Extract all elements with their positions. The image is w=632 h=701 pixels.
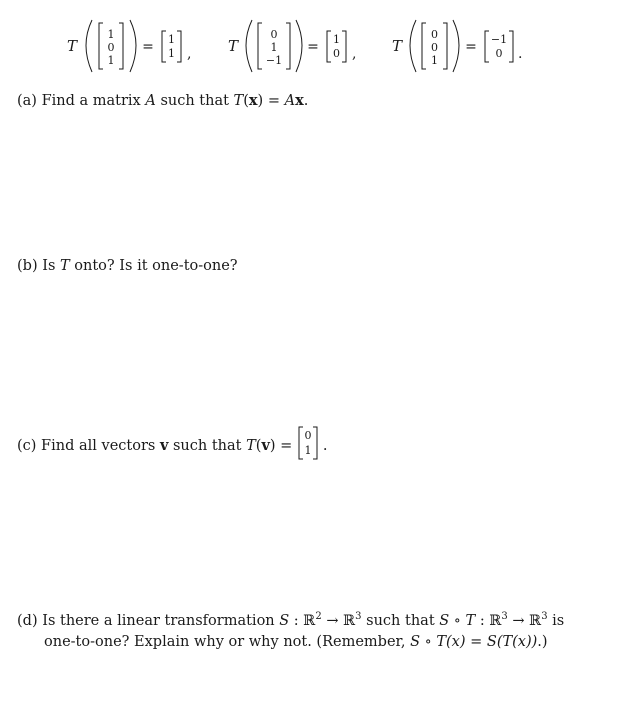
problem-c-equation: T(v) = xyxy=(246,437,293,454)
problem-a-var-a: A xyxy=(145,93,156,109)
problem-d xyxy=(17,606,564,653)
eq1-func: T xyxy=(67,37,78,55)
eq2-close-paren xyxy=(296,20,302,72)
problem-d-line-2-expr: S ∘ T(x) = S(T(x)) xyxy=(410,633,538,650)
problem-c-text-2: such that xyxy=(172,438,242,454)
eq2-func: T xyxy=(228,37,239,55)
problem-b-text-2: onto? Is it one-to-one? xyxy=(74,258,238,274)
eq2-out-bracket-right xyxy=(342,31,346,62)
equation-1 xyxy=(67,20,191,72)
problem-a-label: (a) xyxy=(17,93,37,109)
problem-c xyxy=(17,431,328,461)
problem-d-line-2: one-to-one? Explain why or why not. (Remember, S ∘ T(x) = S(T(x)).) xyxy=(44,633,548,650)
eq1-out-bracket-left xyxy=(162,31,166,62)
eq3-sep: . xyxy=(518,46,523,62)
problem-d-text-2: such that xyxy=(366,612,435,629)
eq3-in-bracket-left xyxy=(422,23,426,69)
problem-a xyxy=(17,91,308,111)
problem-d-line-2-text: one-to-one? Explain why or why not. (Remember, xyxy=(44,633,406,650)
eq3-open-paren xyxy=(410,20,416,72)
eq1-in-2: 0 xyxy=(107,41,115,54)
eq2-equals: = xyxy=(307,39,319,55)
eq3-out-bracket-right xyxy=(509,31,513,62)
eq3-out-1: −1 xyxy=(490,33,508,46)
eq1-close-paren xyxy=(130,20,136,72)
eq1-equals: = xyxy=(142,39,154,55)
top-equations xyxy=(0,0,632,90)
problem-d-label: (d) xyxy=(17,612,38,629)
problem-c-vector xyxy=(297,425,323,461)
problem-d-text-1: Is there a linear transformation xyxy=(42,612,275,629)
eq3-out-bracket-left xyxy=(485,31,489,62)
eq2-in-2: 1 xyxy=(270,41,278,54)
eq1-in-1: 1 xyxy=(107,28,115,41)
vector-bracket-left xyxy=(299,427,303,459)
eq1-open-paren xyxy=(86,20,92,72)
problem-d-line-1: (d) Is there a linear transformation S : ℝ$^2$ → ℝ$^3$ such that S ∘ T : ℝ$^3$ → ℝ$^3$ is xyxy=(17,611,565,629)
eq3-equals: = xyxy=(465,39,477,55)
eq2-in-1: 0 xyxy=(270,28,278,41)
eq2-in-3: −1 xyxy=(265,54,283,67)
eq2-out-2: 0 xyxy=(333,47,340,60)
problem-a-text-1: Find a matrix xyxy=(41,93,141,109)
eq1-out-1: 1 xyxy=(168,33,175,46)
eq2-in-bracket-right xyxy=(286,23,290,69)
eq3-in-3: 1 xyxy=(431,54,438,67)
eq2-open-paren xyxy=(246,20,252,72)
eq1-sep: , xyxy=(187,46,192,62)
eq3-in-2: 0 xyxy=(431,41,438,54)
eq3-in-1: 0 xyxy=(431,28,438,41)
equation-2 xyxy=(228,20,356,72)
problem-b-text-1: Is xyxy=(42,258,56,274)
problem-c-var-v: v xyxy=(159,437,169,454)
eq1-out-bracket-right xyxy=(177,31,181,62)
problem-b-var-t: T xyxy=(60,258,70,274)
vector-entry-1: 0 xyxy=(304,429,312,442)
problem-d-compose: S ∘ T xyxy=(439,612,476,629)
problem-b xyxy=(17,256,238,276)
problem-c-label: (c) xyxy=(17,438,37,454)
problem-d-domain: ℝ$^2$ xyxy=(303,611,322,629)
eq1-in-bracket-right xyxy=(119,23,123,69)
eq1-out-2: 1 xyxy=(168,47,175,60)
eq2-out-1: 1 xyxy=(333,33,340,46)
problem-d-var-s: S xyxy=(279,612,290,629)
eq2-out-bracket-left xyxy=(327,31,331,62)
eq3-close-paren xyxy=(453,20,459,72)
eq3-in-bracket-right xyxy=(443,23,447,69)
problem-a-equation: T(x) = Ax. xyxy=(233,92,309,109)
eq2-sep: , xyxy=(352,46,357,62)
equation-3 xyxy=(392,20,522,72)
eq3-func: T xyxy=(392,37,403,55)
problem-c-text-1: Find all vectors xyxy=(41,438,156,454)
problem-d-codomain: ℝ$^3$ xyxy=(343,611,362,629)
problem-b-label: (b) xyxy=(17,258,38,274)
vector-entry-2: 1 xyxy=(304,444,312,457)
eq1-in-3: 1 xyxy=(107,54,115,67)
vector-bracket-right xyxy=(313,427,317,459)
problem-c-period: . xyxy=(322,438,328,454)
eq1-in-bracket-left xyxy=(99,23,103,69)
problem-a-text-2: such that xyxy=(160,93,229,109)
eq2-in-bracket-left xyxy=(258,23,262,69)
eq3-out-2: 0 xyxy=(495,47,503,60)
